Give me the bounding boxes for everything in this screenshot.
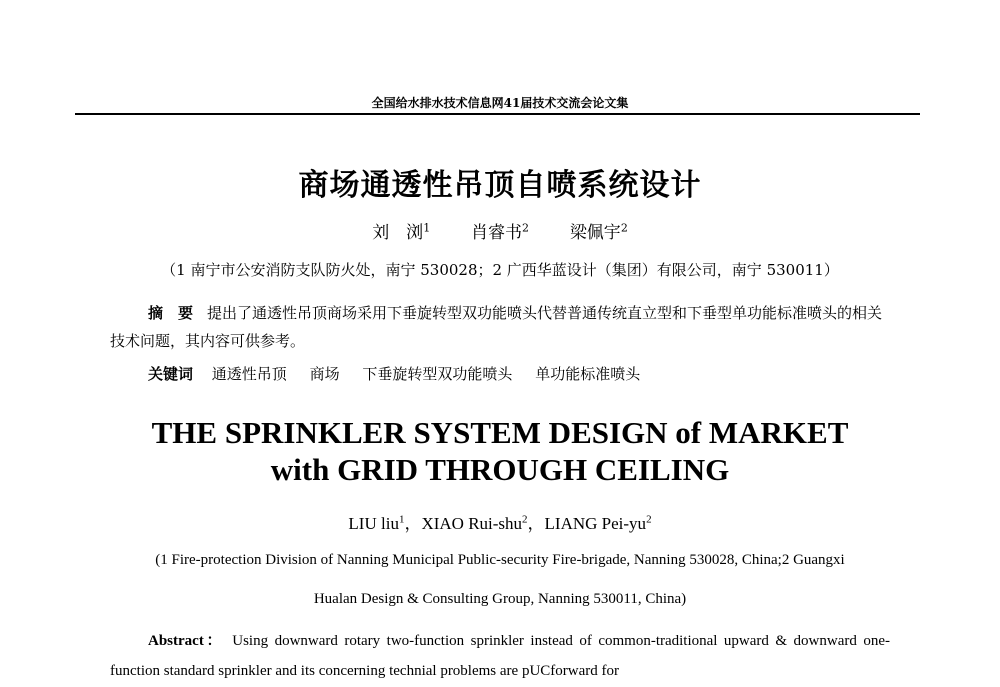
author-mark: 1 [423,221,431,235]
header-rule [75,113,920,115]
keyword: 下垂旋转型双功能喷头 [362,365,513,383]
author-mark: 2 [522,513,528,526]
keyword: 通透性吊顶 [211,365,287,383]
author-separator: ， [404,514,422,533]
english-affiliation-line1: (1 Fire-protection Division of Nanning Municipal Public-security Fire-brigade, Nanning 530028, China;2 Guangxi [155,552,845,568]
author-mark: 2 [620,221,628,235]
keyword: 单功能标准喷头 [535,365,641,383]
author-name: XIAO Rui-shu [421,514,523,533]
author-name: LIU liu [348,514,399,533]
english-affiliation-line2: Hualan Design & Consulting Group, Nanning 530011, China) [313,591,687,607]
english-title-line1: THE SPRINKLER SYSTEM DESIGN of MARKET [151,415,849,450]
author-mark: 1 [398,513,405,526]
chinese-title: 商场通透性吊顶自喷系统设计 [298,168,702,203]
abstract-text: 提出了通透性吊顶商场采用下垂旋转型双功能喷头代替普通传统直立型和下垂型单功能标准喷头的相关技术问题，其内容可供参考。 [110,304,883,350]
chinese-authors [0,218,1000,243]
abstract-text: Using downward rotary two-function sprinkler instead of common-traditional upward & downward one-function standard sprinkler and its concerning technial problems are pUCforward for [110,633,890,679]
author-name: LIANG Pei-yu [544,514,647,533]
english-authors [0,509,1000,534]
keywords-label: 关键词 [148,365,194,383]
author-name: 刘 浏 [372,223,424,243]
abstract-label: 摘 要 [148,304,194,322]
author-name: 肖睿书 [471,223,522,243]
english-title-line2: with GRID THROUGH CEILING [270,452,730,487]
running-header: 全国给水排水技术信息网41届技术交流会论文集 [371,96,629,110]
author-name: 梁佩宇 [569,223,621,243]
author-mark: 2 [522,221,529,235]
chinese-keywords [148,363,658,384]
chinese-affiliation: （1 南宁市公安消防支队防火处，南宁 530028；2 广西华蓝设计（集团）有限公司，南宁 530011） [161,261,839,279]
keyword: 商场 [309,365,340,383]
author-separator: ， [527,514,545,533]
author-mark: 2 [646,513,652,526]
chinese-abstract [110,299,890,355]
abstract-label: Abstract： [148,633,225,649]
english-abstract [110,626,890,686]
